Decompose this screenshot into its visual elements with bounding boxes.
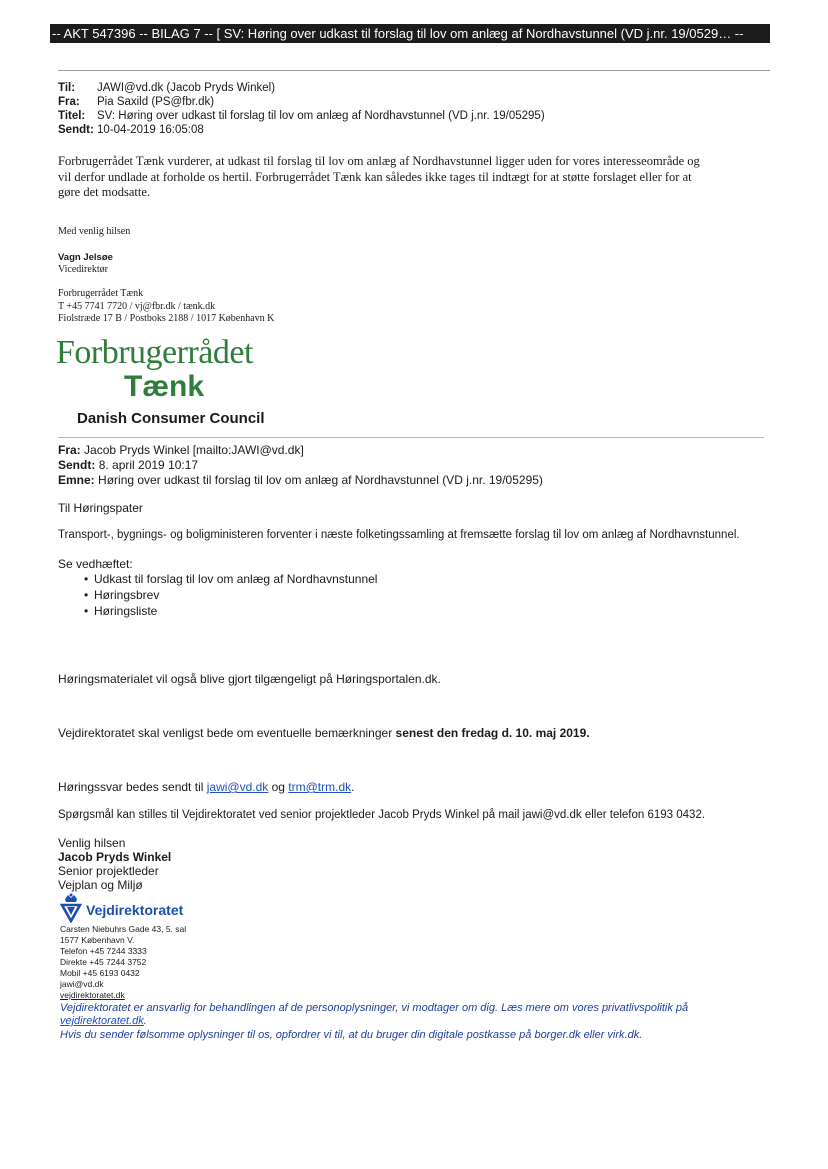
- orig-header: [58, 443, 543, 487]
- deadline-paragraph: [58, 726, 590, 740]
- orig-sent-row: [58, 458, 543, 472]
- sensitive-info-notice: Hvis du sender følsomme oplysninger til os, opfordrer vi til, at du bruger din digitale postkasse på borger.dk eller virk.dk.: [60, 1029, 643, 1041]
- reply-body-line: vil derfor undlade at forholde os hertil. Forbrugerrådet Tænk kan således ikke tages til indtægt for at støtte forslaget eller for at: [58, 169, 692, 184]
- reply-body-line: Forbrugerrådet Tænk vurderer, at udkast til forslag til lov om anlæg af Nordhavstunnel ligger uden for vores interesseområde og: [58, 154, 700, 168]
- reply-body: [58, 154, 770, 201]
- from-row: [58, 95, 545, 109]
- orig-subject-label: Emne:: [58, 473, 95, 487]
- orig-signature: [58, 836, 171, 892]
- orig-signer-dept: Vejplan og Miljø: [58, 878, 143, 892]
- sent-value: 10-04-2019 16:05:08: [97, 124, 204, 136]
- orig-divider: [58, 437, 764, 438]
- reply-to-text: Høringssvar bedes sendt til: [58, 780, 207, 794]
- title-row: [58, 109, 545, 123]
- vd-web-link[interactable]: vejdirektoratet.dk: [60, 990, 125, 1000]
- vd-mobile: Mobil +45 6193 0432: [60, 968, 140, 978]
- from-label: Fra:: [58, 96, 80, 108]
- attachment-item: • Høringsbrev: [84, 587, 377, 603]
- vd-address-line1: Carsten Niebuhrs Gade 43, 5. sal: [60, 924, 187, 934]
- orig-subject-value: Høring over udkast til forslag til lov om anlæg af Nordhavstunnel (VD j.nr. 19/05295): [98, 473, 543, 487]
- trm-email-link[interactable]: trm@trm.dk: [288, 780, 352, 794]
- reply-header: [58, 81, 545, 137]
- orig-subject-row: [58, 473, 543, 487]
- orig-signer-role: Senior projektleder: [58, 864, 159, 878]
- vd-email: jawi@vd.dk: [60, 979, 104, 989]
- questions-paragraph: Spørgsmål kan stilles til Vejdirektoratet ved senior projektleder Jacob Pryds Winkel på mail jawi@vd.dk eller telefon 6193 0432.: [58, 809, 706, 821]
- reply-greeting: Med venlig hilsen: [58, 226, 131, 237]
- deadline-text: Vejdirektoratet skal venligst bede om eventuelle bemærkninger: [58, 726, 396, 740]
- reply-to-end: .: [351, 780, 355, 794]
- to-value: JAWI@vd.dk (Jacob Pryds Winkel): [97, 82, 276, 94]
- reply-to-joiner: og: [268, 780, 289, 794]
- taenk-logo-text: Tænk: [124, 370, 205, 403]
- attached-label: Se vedhæftet:: [58, 557, 133, 571]
- reply-signer-name: Vagn Jelsøe: [58, 252, 113, 263]
- title-label: Titel:: [58, 110, 86, 122]
- deadline-date: senest den fredag d. 10. maj 2019.: [395, 726, 590, 740]
- forbrugerraadet-logo-text: Forbrugerrådet: [56, 334, 253, 371]
- jawi-email-link[interactable]: jawi@vd.dk: [206, 780, 269, 794]
- orig-signer-name: Jacob Pryds Winkel: [58, 850, 172, 864]
- danish-consumer-council-text: Danish Consumer Council: [77, 410, 265, 427]
- salutation: Til Høringspater: [58, 501, 143, 515]
- body-paragraph: Høringsmaterialet vil også blive gjort tilgængeligt på Høringsportalen.dk.: [58, 672, 441, 686]
- privacy-text: Vejdirektoratet er ansvarlig for behandlingen af de personoplysninger, vi modtager om dig. Læs mere om vores privatlivspolitik på: [60, 1002, 689, 1014]
- to-row: [58, 81, 545, 95]
- title-value: SV: Høring over udkast til forslag til lov om anlæg af Nordhavstunnel (VD j.nr. 19/05295): [97, 110, 545, 122]
- reply-signer-role: Vicedirektør: [58, 264, 108, 275]
- privacy-notice: [60, 1002, 760, 1028]
- vd-contact-block: [60, 924, 186, 1001]
- vd-phone: Telefon +45 7244 3333: [60, 946, 147, 956]
- reply-signer-org: Forbrugerrådet Tænk: [58, 288, 144, 299]
- vejdirektoratet-logo-text: Vejdirektoratet: [86, 902, 184, 918]
- orig-sent-value: 8. april 2019 10:17: [98, 458, 199, 472]
- orig-from-row: [58, 443, 543, 457]
- from-value: Pia Saxild (PS@fbr.dk): [97, 96, 215, 108]
- attachment-item: • Udkast til forslag til lov om anlæg af Nordhavnstunnel: [84, 571, 377, 587]
- attachment-item: • Høringsliste: [84, 603, 377, 619]
- orig-from-label: Fra:: [58, 443, 81, 457]
- orig-sent-label: Sendt:: [58, 458, 96, 472]
- body-paragraph: Transport-, bygnings- og boligministeren forventer i næste folketingssamling at fremsætte forslag til lov om anlæg af Nordhavnstunnel.: [58, 529, 740, 541]
- to-label: Til:: [58, 82, 76, 94]
- privacy-link[interactable]: vejdirektoratet.dk: [60, 1015, 144, 1027]
- vd-direct-phone: Direkte +45 7244 3752: [60, 957, 147, 967]
- header-divider: [58, 70, 770, 71]
- vd-address-line2: 1577 København V.: [60, 935, 135, 945]
- reply-body-line: gøre det modsatte.: [58, 185, 150, 199]
- reply-signer-contact: T +45 7741 7720 / vj@fbr.dk / tænk.dk: [58, 301, 216, 312]
- document-banner: -- AKT 547396 -- BILAG 7 -- [ SV: Høring over udkast til forslag til lov om anlæg af Nordhavstunnel (VD j.nr. 19/0529… --: [50, 24, 770, 43]
- vejdirektoratet-crown-icon: [60, 893, 82, 923]
- sent-label: Sendt:: [58, 124, 94, 136]
- reply-signer-address: Fiolstræde 17 B / Postboks 2188 / 1017 København K: [58, 313, 275, 324]
- attachment-list: [84, 571, 377, 619]
- privacy-end: .: [143, 1015, 147, 1027]
- orig-greeting: Venlig hilsen: [58, 836, 126, 850]
- sent-row: [58, 123, 545, 137]
- orig-from-value: Jacob Pryds Winkel [mailto:JAWI@vd.dk]: [84, 443, 304, 457]
- reply-to-paragraph: [58, 780, 354, 794]
